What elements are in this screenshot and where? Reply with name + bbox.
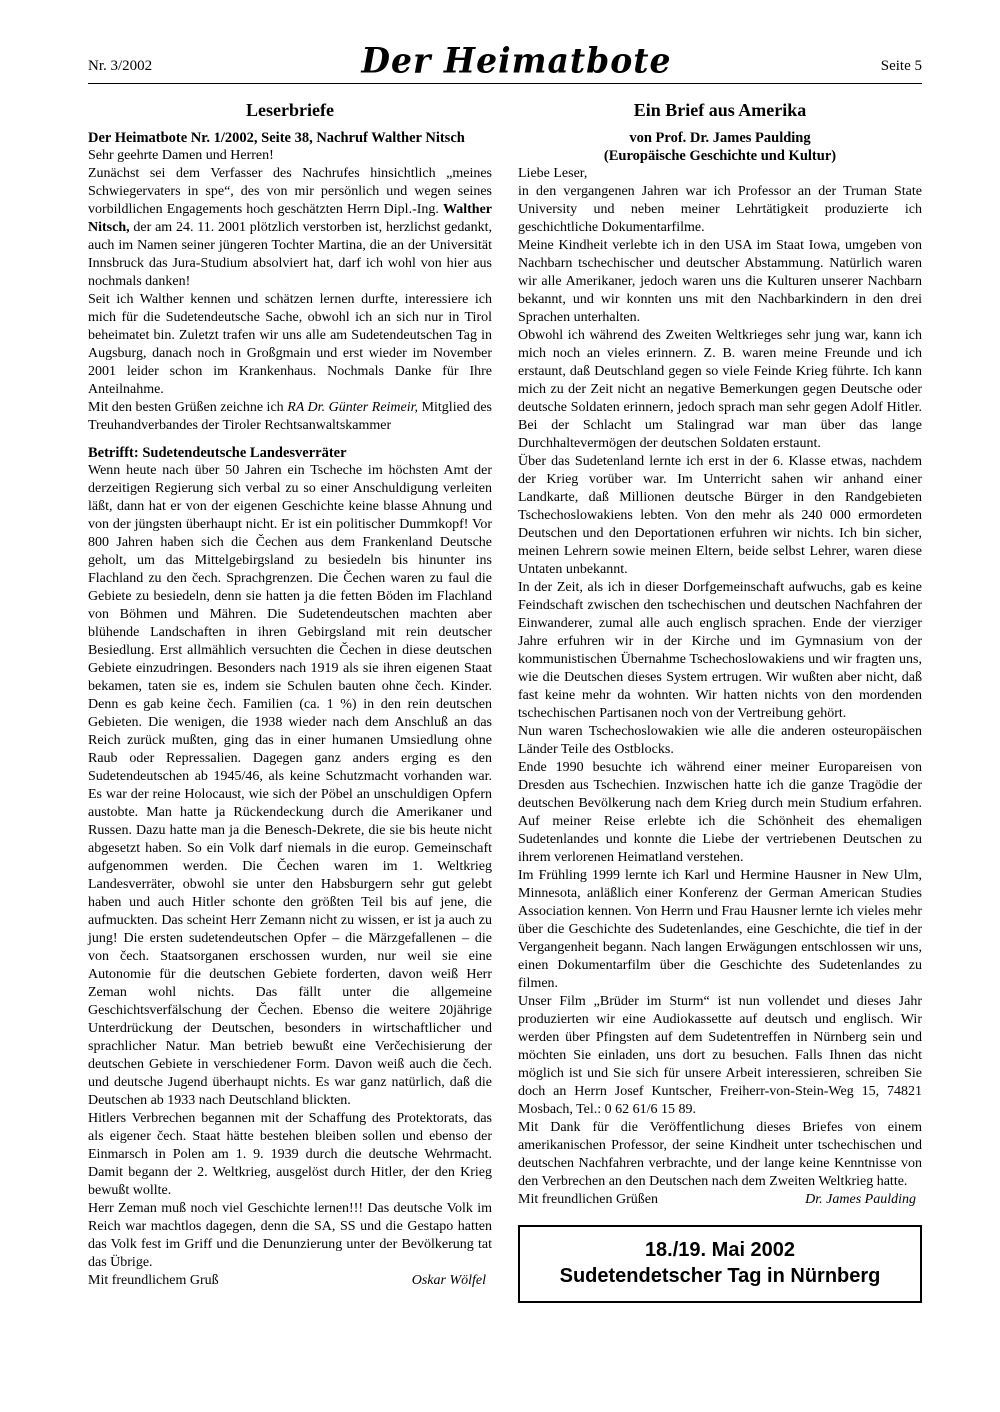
masthead-logo: Der Heimatbote	[361, 40, 672, 81]
content-columns	[88, 100, 922, 1303]
letter2-heading: Betrifft: Sudetendeutsche Landesverräter	[88, 444, 347, 461]
letter-paragraph: Meine Kindheit verlebte ich in den USA im Staat Iowa, umgeben von Nachbarn tschechischer und deutscher Abstammung. Natürlich waren wir alle Amerikaner, jedoch waren uns die Kulturen unserer Nachbarn bekannt, und wir konnten uns mit den Nachbarkindern in den drei Sprachen unterhalten.	[518, 237, 922, 325]
author-subtitle: (Europäische Geschichte und Kultur)	[603, 147, 837, 164]
letter1-heading: Der Heimatbote Nr. 1/2002, Seite 38, Nachruf Walther Nitsch	[88, 129, 465, 146]
letter-paragraph: Mit Dank für die Veröffentlichung dieses Briefes von einem amerikanischen Professor, der seine Kindheit unter tschechischen und deutschen Nachfahren verbrachte, und der lange keine Kenntnisse von den Verbrechen an den Deutschen nach dem Zweiten Weltkrieg hatte.	[518, 1119, 922, 1189]
letter2-signoff	[88, 1272, 492, 1290]
letter1-p1-pre: Zunächst sei dem Verfasser des Nachrufes hinsichtlich „meines Schwiegervaters in spe“, des von mir persönlich und wegen seines vorbildlichen Engagements hoch geschätzten Herrn Dipl.-Ing.	[88, 165, 492, 217]
event-announcement-box	[518, 1225, 922, 1303]
letter-paragraph: Über das Sudetenland lernte ich erst in der 6. Klasse etwas, nachdem der Krieg vorüber war. Im Unterricht sahen wir anhand einer Landkarte, daß Millionen deutsche Bürger in den Randgebieten Tschechoslowakiens lebten. Von den mehr als 240 000 ermordeten Deutschen und den Deportationen erfuhren wir nichts. Ich bin sicher, meinen Lehrern sowie meinen Eltern, beide selbst Lehrer, waren diese Untaten unbekannt.	[518, 453, 922, 577]
letter-paragraph: Liebe Leser,	[518, 165, 588, 181]
letter-paragraph: Obwohl ich während des Zweiten Weltkrieges sehr jung war, kann ich mich noch an vieles erinnern. Z. B. waren meine Freunde und ich erstaunt, daß Deutschland gegen so viele Feinde Krieg führte. Ich kann mich zu der Zeit nicht an negative Bemerkungen gegen Deutsche oder deutsche Soldaten erinnern, jedoch sprach man sehr gegen Adolf Hitler. Bei der Schlacht um Stalingrad war man über das lange Durchhaltevermögen der deutschen Soldaten erstaunt.	[518, 327, 922, 451]
letter2-paragraph: Wenn heute nach über 50 Jahren ein Tscheche im höchsten Amt der derzeitigen Regierung sich verbal zu so einer Anschuldigung verleiten läßt, dann hat er von der eigenen Geschichte keine blasse Ahnung und von der jüngsten überhaupt nicht. Er ist ein politischer Dummkopf! Vor 800 Jahren haben sich die Čechen aus dem Frankenland Deutsche geholt, um das Mittelgebirgsland zu besiedeln bis hinunter ins Flachland zu den čech. Sprachgrenzen. Die Čechen waren zu faul die Gebiete zu besiedeln, denn sie hatten ja die fetten Böden im Flachland von Böhmen und Mähren. Die Sudetendeutschen machten aber blühende Landschaften in ihren Gebirgsland mit rein deutscher Besiedlung. Erst allmählich versuchten die Čechen in diese deutschen Gebiete einzudringen. Besonders nach 1919 als sie ihren eigenen Staat bekamen, taten sie es, indem sie Schulen bauten ohne čech. Kinder. Denn es gab keine čech. Familien (ca. 1 %) in den rein deutschen Gebieten. Die wenigen, die 1938 wieder nach dem Anschluß an das Reich zurück mußten, ging das in einer humanen Umsiedlung ohne Raub oder Repressalien. Dagegen ganz anders erging es den Sudetendeutschen ab 1945/46, als keine Schutzmacht vorhanden war. Es war der reine Holocaust, wie sich der Pöbel an unschuldigen Opfern austobte. Man hatte ja Rückendeckung durch die Amerikaner und Russen. Dazu hatte man ja die Benesch-Dekrete, die sie bis heute nicht abgesetzt haben. So ein Volk darf niemals in die europ. Gemeinschaft aufgenommen werden. Die Čechen waren im 1. Weltkrieg Landesverräter, obwohl sie unter den Habsburgern sehr gut gelebt haben und auch Hitler schonte den größten Teil bis auf jene, die aufmuckten. Das scheint Herr Zemann nicht zu wissen, er ist ja auch zu jung! Die ersten sudetendeutschen Opfer – die Märzgefallenen – die von čech. Staatsorganen erschossen wurden, nur weil sie eine Autonomie für die deutschen Gebiete forderten, davon weiß Herr Zeman wohl nichts. Das fällt unter die allgemeine Geschichtsverfälschung der Čechen. Ebenso die weitere 20jährige Unterdrückung der Deutschen, besonders in wirtschaftlicher und sprachlicher Natur. Man betrieb bewußt eine Verčechisierung der deutschen Gebiete in verschiedener Form. Davon weiß auch die čech. und deutsche Jugend überhaupt nichts. Es war ganz natürlich, daß die Deutschen ab 1933 nach Deutschland blickten.	[88, 462, 492, 1108]
right-column-brief-aus-amerika	[518, 100, 922, 1303]
letter1-paragraph	[88, 165, 492, 291]
letter1-salutation: Sehr geehrte Damen und Herren!	[88, 147, 274, 163]
section-title-leserbriefe: Leserbriefe	[246, 100, 334, 120]
letter-paragraph: Im Frühling 1999 lernte ich Karl und Hermine Hausner in New Ulm, Minnesota, anläßlich einer Konferenz der German American Studies Association kennen. Von Herrn und Frau Hausner lernte ich vieles mehr über die Geschichte des Sudetenlandes, eine Geschichte, die tief in der Vergangenheit begann. Nach langen Erwägungen entschlossen wir uns, einen Dokumentarfilm über die Geschichte des Sudetenlandes zu filmen.	[518, 867, 922, 991]
letter1-p1-post: der am 24. 11. 2001 plötzlich verstorben ist, herzlichst gedankt, auch im Namen seiner jüngeren Tochter Martina, die an der Universität Innsbruck das Jura-Studium absolviert hat, darf ich wohl von hier aus nochmals danken!	[88, 219, 492, 289]
letter1-p3-post: Mitglied des Treuhandverbandes der Tiroler Rechtsanwaltskammer	[88, 399, 492, 433]
letter2-paragraph: Hitlers Verbrechen begannen mit der Schaffung des Protektorats, das als eigener čech. Staat hätte bestehen bleiben sollen und ebenso der Einmarsch in Polen am 1. 9. 1939 durch die deutsche Wehrmacht. Damit begann der 2. Weltkrieg, ausgelöst durch Hitler, der den Krieg bewußt wollte.	[88, 1110, 492, 1198]
letter2-signoff-name: Oskar Wölfel	[411, 1272, 486, 1288]
letter1-p3-pre: Mit den besten Grüßen zeichne ich	[88, 399, 288, 415]
page-number: Seite 5	[880, 58, 922, 74]
author-byline: von Prof. Dr. James Paulding	[629, 129, 811, 146]
page-header	[88, 40, 922, 81]
letter-signoff	[518, 1191, 922, 1209]
letter1-p1-name: Walther Nitsch,	[88, 201, 492, 235]
header-divider	[88, 83, 922, 84]
event-date: 18./19. Mai 2002	[644, 1238, 796, 1261]
letter-signoff-greeting: Mit freundlichen Grüßen	[518, 1191, 658, 1207]
letter2-paragraph: Herr Zeman muß noch viel Geschichte lernen!!! Das deutsche Volk im Reich war machtlos dagegen, denn die SA, SS und die Gestapo hatten das Volk fest im Griff und die Denunzierung unter der Bevölkerung tat das Übrige.	[88, 1200, 492, 1270]
section-title-brief-aus-amerika: Ein Brief aus Amerika	[633, 100, 807, 120]
letter-paragraph: Ende 1990 besuchte ich während einer meiner Europareisen von Dresden aus Tschechien. Inzwischen hatte ich die ganze Tragödie der deutschen Bevölkerung nach dem Krieg durch mein Studium erfahren. Auf meiner Reise erlebte ich die Schönheit des ehemaligen Sudetenlandes und konnte die Liebe der vertriebenen Deutschen zu ihrem verlorenen Heimatland verstehen.	[518, 759, 922, 865]
letter-signoff-name: Dr. James Paulding	[805, 1191, 916, 1207]
letter1-paragraph: Seit ich Walther kennen und schätzen lernen durfte, interessiere ich mich für die Sudetendeutsche Sache, obwohl ich an sich nur in Tirol beheimatet bin. Zuletzt trafen wir uns alle am Sudetendeutschen Tag in Augsburg, danach noch in Großgmain und erst wieder im November 2001 leider schon im Krankenhaus. Nochmals Danke für Ihre Anteilnahme.	[88, 291, 492, 397]
letter-paragraph: In der Zeit, als ich in dieser Dorfgemeinschaft aufwuchs, gab es keine Feindschaft zwischen den tschechischen und deutschen Nachfahren der Einwanderer, zumal alle auch englisch sprachen. Ende der vierziger Jahre erfuhren wir in der Kirche und im Gymnasium von der kommunistischen Übernahme Tschechoslowakiens und wir fragten uns, wie die Deutschen dieses System ertrugen. Wir wußten aber nicht, daß fast keine mehr da wohnten. Wir hatten nichts von den mordenden tschechischen Partisanen noch von der Vertreibung gehört.	[518, 579, 922, 721]
letter1-p3-signer: RA Dr. Günter Reimeir,	[287, 399, 419, 415]
letter-paragraph: in den vergangenen Jahren war ich Professor an der Truman State University und neben meiner Lehrtätigkeit produzierte ich geschichtliche Dokumentarfilme.	[518, 183, 922, 235]
event-title: Sudetendetscher Tag in Nürnberg	[559, 1264, 881, 1287]
letter2-signoff-greeting: Mit freundlichem Gruß	[88, 1272, 219, 1288]
letter1-signature-paragraph	[88, 399, 492, 435]
issue-number: Nr. 3/2002	[88, 58, 153, 74]
letter-paragraph: Nun waren Tschechoslowakien wie alle die anderen osteuropäischen Länder Teile des Ostblocks.	[518, 723, 922, 757]
left-column-leserbriefe	[88, 100, 492, 1303]
letter-paragraph: Unser Film „Brüder im Sturm“ ist nun vollendet und dieses Jahr produzierten wir eine Audiokassette auf deutsch und englisch. Wir werden über Pfingsten auf dem Sudetentreffen in Nürnberg sein und möchten Sie einladen, uns dort zu besuchen. Falls Ihnen das nicht möglich ist und Sie sich für unsere Arbeit interessieren, schreiben Sie doch an Herrn Josef Kuntscher, Freiherr-von-Stein-Weg 15, 74821 Mosbach, Tel.: 0 62 61/6 15 89.	[518, 993, 922, 1117]
